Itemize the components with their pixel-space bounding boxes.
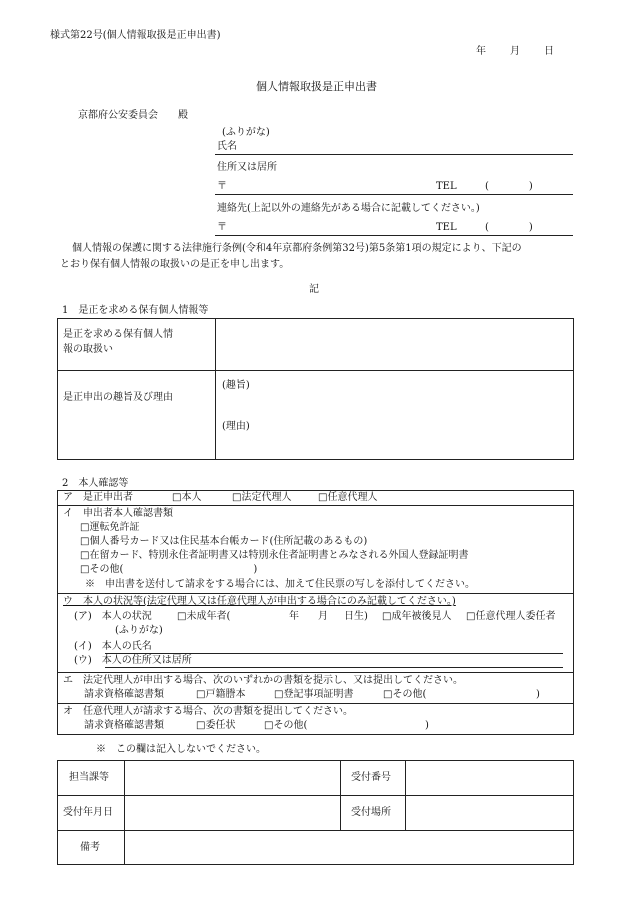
date-month: 月 xyxy=(510,46,520,57)
date-year: 年 xyxy=(476,46,486,57)
postal-mark: 〒 xyxy=(217,181,227,192)
ki-label: 記 xyxy=(309,284,319,295)
intro-line-2: とおり保有個人情報の取扱いの是正を申し出ます。 xyxy=(60,259,290,270)
receipt-number-label: 受付番号 xyxy=(351,772,391,783)
form-number: 様式第22号(個人情報取扱是正申出書) xyxy=(50,30,221,41)
tel-parens: ( ) xyxy=(485,181,533,192)
legal-other-close: ) xyxy=(536,689,540,700)
id-doc-other[interactable]: □その他( ) xyxy=(80,564,258,575)
row-e-line xyxy=(57,703,574,704)
contact-line xyxy=(215,235,573,236)
office-col-2 xyxy=(340,760,341,830)
dept-label: 担当課等 xyxy=(69,772,109,783)
intro-line-1: 個人情報の保護に関する法律施行条例(令和4年京都府条例第32号)第5条第1項の規定により、下記の xyxy=(72,243,522,254)
applicant-type-label: ア 是正申出者 xyxy=(63,492,133,503)
legal-agent-docs-label: エ 法定代理人が申出する場合、次のいずれかの書類を提示し、又は提出してください。 xyxy=(63,675,463,686)
office-table xyxy=(57,760,574,865)
reason-label: (理由) xyxy=(222,421,250,432)
section2-heading: 2 本人確認等 xyxy=(62,478,129,489)
tel-parens-2: ( ) xyxy=(485,222,533,233)
birth-year: 年 xyxy=(289,611,299,622)
gist-label: (趣旨) xyxy=(222,380,250,391)
row-i-line xyxy=(57,593,574,594)
office-use-note: ※ この欄は記入しないでください。 xyxy=(96,744,266,755)
receipt-date-label: 受付年月日 xyxy=(63,807,113,818)
option-power-of-attorney[interactable]: □委任状 xyxy=(196,720,236,731)
receipt-place-label: 受付場所 xyxy=(351,807,391,818)
id-docs-label: イ 申出者本人確認書類 xyxy=(63,508,173,519)
person-name-label: (イ) 本人の氏名 xyxy=(74,641,152,652)
row-u-line xyxy=(57,672,574,673)
id-docs-note: ※ 申出書を送付して請求をする場合には、加えて住民票の写しを添付してください。 xyxy=(85,579,475,590)
person-address-line xyxy=(105,667,563,668)
person-status-label: ウ 本人の状況等(法定代理人又は任意代理人が申出する場合にのみ記載してください。) xyxy=(63,596,456,607)
honorific: 殿 xyxy=(178,110,188,121)
applicant-address-line xyxy=(215,194,573,195)
id-doc-license[interactable]: □運転免許証 xyxy=(80,522,140,533)
row-a-line xyxy=(57,505,574,506)
tel-label: TEL xyxy=(436,181,457,192)
option-voluntary-other[interactable]: □その他( xyxy=(264,720,308,731)
contact-label: 連絡先(上記以外の連絡先がある場合に記載してください。) xyxy=(217,203,480,214)
option-self[interactable]: □本人 xyxy=(172,492,202,503)
date-day: 日 xyxy=(544,46,554,57)
tel-label-2: TEL xyxy=(436,222,457,233)
birth-month: 月 xyxy=(318,611,328,622)
option-minor[interactable]: □未成年者( xyxy=(177,611,231,622)
section1-divider xyxy=(215,318,216,460)
option-legal-agent[interactable]: □法定代理人 xyxy=(232,492,292,503)
office-row-line-2 xyxy=(57,830,574,831)
status-label: (ア) 本人の状況 xyxy=(74,611,152,622)
birth-day: 日生) xyxy=(344,611,368,622)
voluntary-agent-qual-label: 請求資格確認書類 xyxy=(84,720,164,731)
section1-heading: 1 是正を求める保有個人情報等 xyxy=(62,305,209,316)
option-delegator[interactable]: □任意代理人委任者 xyxy=(466,611,556,622)
remarks-label: 備考 xyxy=(80,842,100,853)
person-name-line xyxy=(105,653,563,654)
voluntary-other-close: ) xyxy=(425,720,429,731)
id-doc-mynumber[interactable]: □個人番号カード又は住民基本台帳カード(住所記載のあるもの) xyxy=(80,536,368,547)
applicant-name-label: 氏名 xyxy=(217,141,237,152)
voluntary-agent-docs-label: オ 任意代理人が請求する場合、次の書類を提出してください。 xyxy=(63,706,353,717)
person-furigana: (ふりがな) xyxy=(115,625,163,636)
correction-target-label-b: 報の取扱い xyxy=(63,344,113,355)
option-legal-other[interactable]: □その他( xyxy=(383,689,427,700)
applicant-address-label: 住所又は居所 xyxy=(217,162,277,173)
office-col-1 xyxy=(124,760,125,865)
person-address-label: (ウ) 本人の住所又は居所 xyxy=(74,655,192,666)
id-doc-residence-card[interactable]: □在留カード、特別永住者証明書又は特別永住者証明書とみなされる外国人登録証明書 xyxy=(80,550,469,561)
option-adult-ward[interactable]: □成年被後見人 xyxy=(382,611,452,622)
option-family-register[interactable]: □戸籍謄本 xyxy=(196,689,246,700)
option-registry-cert[interactable]: □登記事項証明書 xyxy=(274,689,354,700)
applicant-furigana: (ふりがな) xyxy=(222,127,270,138)
postal-mark-2: 〒 xyxy=(217,222,227,233)
office-row-line-1 xyxy=(57,795,574,796)
document-title: 個人情報取扱是正申出書 xyxy=(256,80,377,93)
option-voluntary-agent[interactable]: □任意代理人 xyxy=(318,492,378,503)
section1-row-line xyxy=(57,370,574,371)
addressee: 京都府公安委員会 xyxy=(78,110,158,121)
gist-reason-label: 是正申出の趣旨及び理由 xyxy=(63,392,173,403)
correction-target-label-a: 是正を求める保有個人情 xyxy=(63,329,173,340)
office-col-3 xyxy=(405,760,406,830)
applicant-name-line xyxy=(215,154,573,155)
legal-agent-qual-label: 請求資格確認書類 xyxy=(84,689,164,700)
